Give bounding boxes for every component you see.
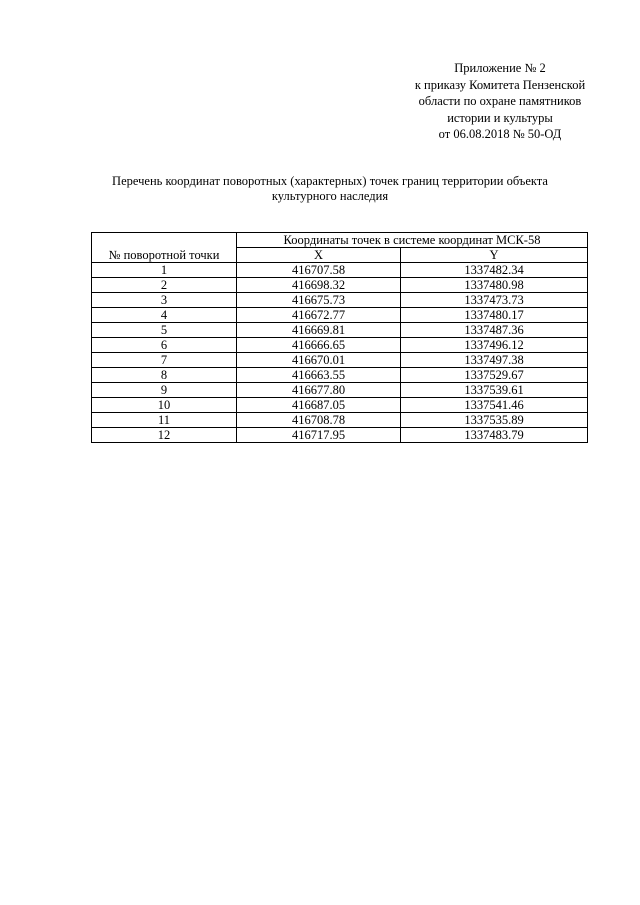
x-coordinate-cell: 416707.58 <box>237 263 401 278</box>
table-row <box>92 323 588 338</box>
table-row <box>92 368 588 383</box>
y-coordinate-cell: 1337480.98 <box>401 278 588 293</box>
point-number-cell: 2 <box>92 278 237 293</box>
point-number-cell: 6 <box>92 338 237 353</box>
point-number-cell: 9 <box>92 383 237 398</box>
point-number-cell: 4 <box>92 308 237 323</box>
table-body <box>92 263 588 443</box>
x-coordinate-cell: 416708.78 <box>237 413 401 428</box>
coordinates-header: Координаты точек в системе координат МСК-58 <box>237 233 588 248</box>
table-row <box>92 293 588 308</box>
y-coordinate-cell: 1337497.38 <box>401 353 588 368</box>
table-row <box>92 338 588 353</box>
point-number-cell: 7 <box>92 353 237 368</box>
table-row <box>92 278 588 293</box>
y-coordinate-cell: 1337535.89 <box>401 413 588 428</box>
x-coordinate-cell: 416666.65 <box>237 338 401 353</box>
x-coordinate-cell: 416698.32 <box>237 278 401 293</box>
point-number-cell: 12 <box>92 428 237 443</box>
point-number-cell: 1 <box>92 263 237 278</box>
y-coordinate-cell: 1337480.17 <box>401 308 588 323</box>
coordinates-table <box>91 232 588 443</box>
table-row <box>92 353 588 368</box>
table-row <box>92 398 588 413</box>
x-coordinate-cell: 416687.05 <box>237 398 401 413</box>
y-coordinate-cell: 1337487.36 <box>401 323 588 338</box>
table-row <box>92 263 588 278</box>
appendix-block <box>395 60 605 143</box>
table-row <box>92 413 588 428</box>
x-coordinate-cell: 416669.81 <box>237 323 401 338</box>
table-header-row <box>92 233 588 248</box>
x-coordinate-cell: 416717.95 <box>237 428 401 443</box>
y-header: Y <box>401 248 588 263</box>
table-row <box>92 308 588 323</box>
y-coordinate-cell: 1337496.12 <box>401 338 588 353</box>
x-coordinate-cell: 416675.73 <box>237 293 401 308</box>
x-coordinate-cell: 416672.77 <box>237 308 401 323</box>
y-coordinate-cell: 1337473.73 <box>401 293 588 308</box>
x-coordinate-cell: 416663.55 <box>237 368 401 383</box>
appendix-line: к приказу Комитета Пензенской <box>414 77 586 92</box>
document-title <box>60 174 600 204</box>
point-number-header: № поворотной точки <box>92 233 237 263</box>
y-coordinate-cell: 1337529.67 <box>401 368 588 383</box>
y-coordinate-cell: 1337539.61 <box>401 383 588 398</box>
point-number-cell: 8 <box>92 368 237 383</box>
x-coordinate-cell: 416677.80 <box>237 383 401 398</box>
table-row <box>92 383 588 398</box>
appendix-line: истории и культуры <box>447 110 553 125</box>
point-number-cell: 10 <box>92 398 237 413</box>
document-title-line-2: культурного наследия <box>271 189 389 203</box>
table-row <box>92 428 588 443</box>
y-coordinate-cell: 1337483.79 <box>401 428 588 443</box>
appendix-line: от 06.08.2018 № 50-ОД <box>438 127 562 141</box>
appendix-line: Приложение № 2 <box>454 61 546 75</box>
point-number-cell: 11 <box>92 413 237 428</box>
x-header: X <box>237 248 401 263</box>
x-coordinate-cell: 416670.01 <box>237 353 401 368</box>
point-number-cell: 3 <box>92 293 237 308</box>
document-title-line-1: Перечень координат поворотных (характерных) точек границ территории объекта <box>112 174 548 188</box>
appendix-line: области по охране памятников <box>418 94 582 108</box>
y-coordinate-cell: 1337541.46 <box>401 398 588 413</box>
y-coordinate-cell: 1337482.34 <box>401 263 588 278</box>
point-number-cell: 5 <box>92 323 237 338</box>
